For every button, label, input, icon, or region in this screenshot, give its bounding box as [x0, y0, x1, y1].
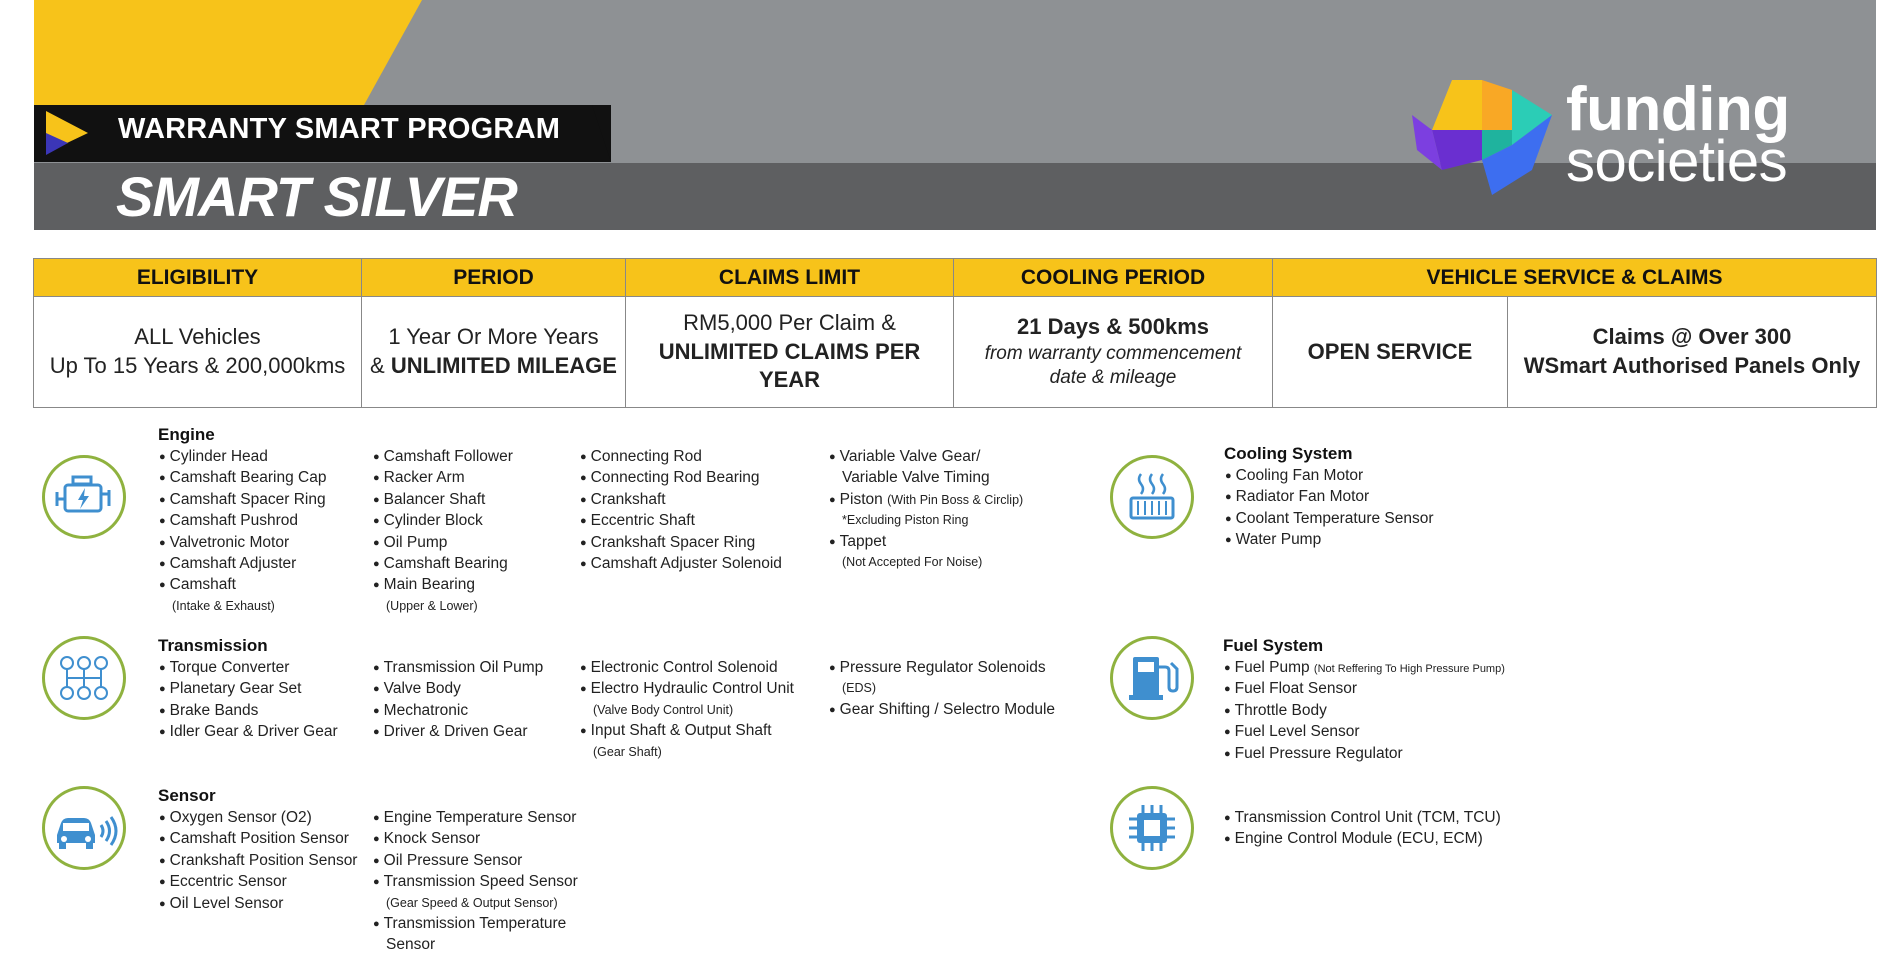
eligibility-line2: Up To 15 Years & 200,000kms	[49, 353, 346, 378]
list-item: ● Knock Sensor	[373, 829, 578, 850]
cell-eligibility	[34, 297, 362, 408]
period-line2-prefix: &	[370, 353, 391, 378]
piston-label: Piston	[839, 490, 883, 508]
list-item-continued: Sensor	[386, 936, 436, 954]
claims-limit-line2: UNLIMITED CLAIMS PER YEAR	[658, 338, 921, 393]
list-item: ● Crankshaft Spacer Ring	[580, 533, 782, 554]
list-item: ● Gear Shifting / Selectro Module	[829, 700, 1055, 721]
list-item: ● Transmission Control Unit (TCM, TCU)	[1224, 808, 1501, 829]
list-item: ● Crankshaft Position Sensor	[159, 851, 357, 872]
list-item-note: (Intake & Exhaust)	[172, 598, 275, 613]
list-item: ● Camshaft Adjuster	[159, 554, 326, 575]
list-item	[1224, 658, 1505, 679]
radiator-icon	[1110, 455, 1194, 539]
program-title: WARRANTY SMART PROGRAM	[118, 113, 561, 145]
list-item: ● Fuel Pressure Regulator	[1224, 744, 1505, 765]
list-item: ● Variable Valve Gear/	[829, 447, 1023, 468]
logo-text-societies: societies	[1566, 129, 1788, 194]
header-claims-limit: CLAIMS LIMIT	[626, 259, 954, 297]
list-item: ● Eccentric Sensor	[159, 872, 357, 893]
header-cooling-period: COOLING PERIOD	[954, 259, 1273, 297]
tier-title: SMART SILVER	[116, 165, 517, 228]
list-item: ● Oxygen Sensor (O2)	[159, 808, 357, 829]
cooling-line3: date & mileage	[1049, 367, 1177, 389]
cell-open-service: OPEN SERVICE	[1273, 297, 1508, 408]
list-item-note: (Gear Speed & Output Sensor)	[386, 895, 558, 910]
list-item: ● Camshaft Bearing Cap	[159, 468, 326, 489]
engine-col3	[580, 447, 782, 575]
list-item: ● Camshaft Adjuster Solenoid	[580, 554, 782, 575]
fuel-title: Fuel System	[1223, 636, 1324, 655]
chip-icon	[1110, 786, 1194, 870]
cooling-list	[1225, 466, 1434, 552]
list-item: ● Connecting Rod Bearing	[580, 468, 782, 489]
transmission-col2	[373, 658, 543, 744]
cell-period	[362, 297, 626, 408]
engine-col1	[159, 447, 326, 617]
funding-societies-logo-icon	[1412, 70, 1560, 200]
fuel-list	[1224, 658, 1505, 765]
list-item: ● Oil Pressure Sensor	[373, 851, 578, 872]
fuel-pump-label: Fuel Pump	[1234, 659, 1310, 676]
list-item: ● Camshaft Pushrod	[159, 511, 326, 532]
list-item-note: (Gear Shaft)	[593, 744, 662, 759]
list-item: ● Fuel Float Sensor	[1224, 679, 1505, 700]
cooling-title: Cooling System	[1224, 444, 1353, 463]
list-item: ● Brake Bands	[159, 701, 338, 722]
cell-cooling-period	[954, 297, 1273, 408]
list-item: ● Engine Control Module (ECU, ECM)	[1224, 829, 1501, 850]
list-item: ● Camshaft	[159, 575, 326, 596]
list-item-continued: Variable Valve Timing	[842, 469, 990, 487]
header-eligibility: ELIGIBILITY	[34, 259, 362, 297]
list-item: ● Balancer Shaft	[373, 490, 513, 511]
list-item: ● Electro Hydraulic Control Unit	[580, 679, 794, 700]
list-item: ● Idler Gear & Driver Gear	[159, 722, 338, 743]
cooling-line2: from warranty commencement	[984, 342, 1242, 364]
engine-col4	[829, 447, 1023, 573]
list-item: ● Eccentric Shaft	[580, 511, 782, 532]
list-item: ● Camshaft Spacer Ring	[159, 490, 326, 511]
sensor-col2	[373, 808, 578, 957]
list-item	[829, 490, 1023, 511]
list-item: ● Connecting Rod	[580, 447, 782, 468]
summary-value-row	[34, 297, 1877, 408]
list-item: ● Throttle Body	[1224, 701, 1505, 722]
summary-header-row	[34, 259, 1877, 297]
list-item: ● Radiator Fan Motor	[1225, 487, 1434, 508]
control-unit-list	[1224, 808, 1501, 851]
cooling-line1: 21 Days & 500kms	[1016, 314, 1210, 340]
list-item: ● Valvetronic Motor	[159, 533, 326, 554]
list-item: ● Oil Pump	[373, 533, 513, 554]
period-line1: 1 Year Or More Years	[388, 324, 599, 350]
header-vehicle-service-claims: VEHICLE SERVICE & CLAIMS	[1273, 259, 1877, 297]
list-item: ● Crankshaft	[580, 490, 782, 511]
header-banner	[34, 0, 1876, 230]
logo-text-funding: funding	[1566, 75, 1790, 144]
transmission-title: Transmission	[158, 636, 268, 655]
list-item-note: (Upper & Lower)	[386, 598, 478, 613]
engine-col2	[373, 447, 513, 617]
transmission-col1	[159, 658, 338, 744]
transmission-col3	[580, 658, 794, 763]
list-item: ● Tappet	[829, 532, 1023, 553]
cell-claims	[1508, 297, 1877, 408]
list-item: ● Camshaft Position Sensor	[159, 829, 357, 850]
play-arrow-icon	[46, 111, 90, 157]
list-item: ● Transmission Temperature	[373, 914, 578, 935]
transmission-col4	[829, 658, 1055, 721]
claims-limit-line1: RM5,000 Per Claim &	[683, 310, 896, 336]
summary-table	[33, 258, 1877, 408]
header-period: PERIOD	[362, 259, 626, 297]
engine-title: Engine	[158, 425, 215, 444]
list-item: ● Transmission Oil Pump	[373, 658, 543, 679]
piston-note: (With Pin Boss & Circlip)	[887, 492, 1024, 507]
list-item: ● Torque Converter	[159, 658, 338, 679]
list-item-note: (Valve Body Control Unit)	[593, 702, 734, 717]
list-item: ● Transmission Speed Sensor	[373, 872, 578, 893]
list-item: ● Electronic Control Solenoid	[580, 658, 794, 679]
eligibility-line1: ALL Vehicles	[134, 324, 261, 350]
claims-line1: Claims @ Over 300	[1592, 324, 1792, 350]
gear-shift-icon	[42, 636, 126, 720]
list-item: ● Cooling Fan Motor	[1225, 466, 1434, 487]
list-item-note: (EDS)	[842, 681, 877, 696]
list-item: ● Oil Level Sensor	[159, 894, 357, 915]
list-item: ● Cylinder Head	[159, 447, 326, 468]
list-item: ● Cylinder Block	[373, 511, 513, 532]
list-item: ● Camshaft Follower	[373, 447, 513, 468]
engine-icon	[42, 455, 126, 539]
sensor-title: Sensor	[158, 786, 216, 805]
list-item: ● Camshaft Bearing	[373, 554, 513, 575]
period-line2	[370, 352, 617, 381]
list-item-note: *Excluding Piston Ring	[842, 513, 969, 528]
list-item: ● Main Bearing	[373, 575, 513, 596]
program-bar-slant	[574, 105, 614, 163]
cell-claims-limit	[626, 297, 954, 408]
sensor-col1	[159, 808, 357, 915]
list-item-note: (Not Accepted For Noise)	[842, 555, 983, 570]
list-item: ● Valve Body	[373, 679, 543, 700]
fuel-pump-icon	[1110, 636, 1194, 720]
list-item: ● Pressure Regulator Solenoids	[829, 658, 1055, 679]
list-item: ● Planetary Gear Set	[159, 679, 338, 700]
list-item: ● Coolant Temperature Sensor	[1225, 509, 1434, 530]
list-item: ● Driver & Driven Gear	[373, 722, 543, 743]
fuel-pump-note: (Not Reffering To High Pressure Pump)	[1313, 663, 1505, 675]
list-item: ● Engine Temperature Sensor	[373, 808, 578, 829]
car-sensor-icon	[42, 786, 126, 870]
list-item: ● Mechatronic	[373, 701, 543, 722]
claims-line2: WSmart Authorised Panels Only	[1523, 353, 1861, 378]
period-line2-bold: UNLIMITED MILEAGE	[390, 353, 617, 378]
list-item: ● Water Pump	[1225, 530, 1434, 551]
list-item: ● Input Shaft & Output Shaft	[580, 721, 794, 742]
list-item: ● Racker Arm	[373, 468, 513, 489]
list-item: ● Fuel Level Sensor	[1224, 722, 1505, 743]
